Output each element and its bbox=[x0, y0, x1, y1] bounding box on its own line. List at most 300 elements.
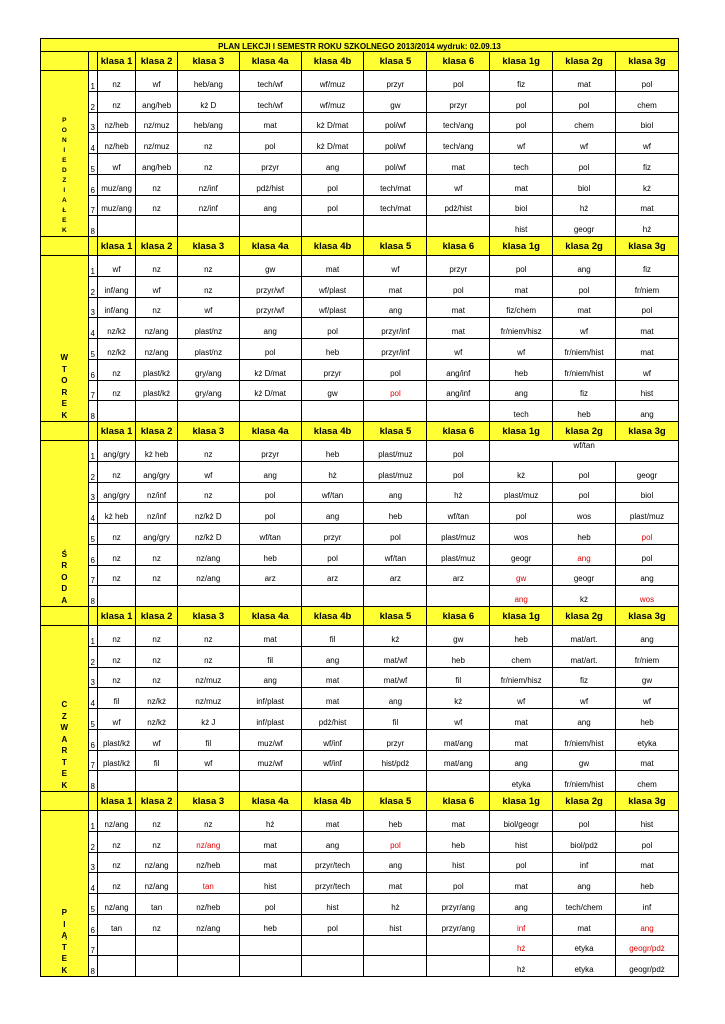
lesson-cell: fil bbox=[177, 729, 239, 750]
day-letter: I bbox=[63, 187, 66, 194]
class-header: klasa 5 bbox=[364, 607, 427, 626]
lesson-cell: tan bbox=[136, 894, 178, 915]
day-letter: K bbox=[61, 965, 68, 975]
lesson-cell: nz/inf bbox=[177, 174, 239, 195]
lesson-cell: pol bbox=[239, 482, 301, 503]
lesson-cell: mat/wf bbox=[364, 646, 427, 667]
lesson-cell bbox=[427, 586, 490, 607]
lesson-cell: fiz bbox=[615, 154, 678, 175]
lesson-cell: nz bbox=[136, 195, 178, 216]
lesson-cell: fil bbox=[136, 750, 178, 771]
lesson-cell bbox=[364, 401, 427, 422]
class-header: klasa 1 bbox=[97, 422, 136, 441]
lesson-cell: mat bbox=[490, 709, 553, 730]
lesson-cell bbox=[364, 586, 427, 607]
lesson-cell: pol bbox=[364, 524, 427, 545]
lesson-cell: fiz bbox=[490, 71, 553, 92]
header-blank bbox=[88, 607, 97, 626]
header-blank bbox=[41, 607, 89, 626]
lesson-cell: nz bbox=[136, 297, 178, 318]
lesson-cell: nz bbox=[97, 831, 136, 852]
lesson-row bbox=[41, 482, 679, 503]
lesson-cell bbox=[301, 956, 364, 977]
lesson-cell: kż D bbox=[177, 91, 239, 112]
lesson-number: 6 bbox=[88, 359, 97, 380]
lesson-row bbox=[41, 646, 679, 667]
lesson-cell: hż bbox=[490, 935, 553, 956]
class-header: klasa 2g bbox=[553, 607, 616, 626]
lesson-cell: ang bbox=[301, 831, 364, 852]
class-header: klasa 2g bbox=[553, 237, 616, 256]
day-letter: W bbox=[60, 353, 69, 362]
class-header: klasa 1 bbox=[97, 607, 136, 626]
lesson-cell: etyka bbox=[490, 771, 553, 792]
class-header: klasa 6 bbox=[427, 422, 490, 441]
lesson-cell: fiz bbox=[553, 667, 616, 688]
lesson-row bbox=[41, 154, 679, 175]
lesson-cell: nz bbox=[97, 626, 136, 647]
lesson-cell: geogr bbox=[490, 544, 553, 565]
lesson-cell: chem bbox=[615, 91, 678, 112]
lesson-cell: wos bbox=[490, 524, 553, 545]
lesson-cell: nz bbox=[136, 831, 178, 852]
lesson-cell bbox=[427, 771, 490, 792]
class-header: klasa 3 bbox=[177, 607, 239, 626]
lesson-cell bbox=[97, 216, 136, 237]
lesson-cell: wf bbox=[490, 688, 553, 709]
day-letter: Ś bbox=[61, 549, 67, 559]
day-label bbox=[41, 71, 89, 237]
lesson-cell bbox=[97, 401, 136, 422]
class-header: klasa 2g bbox=[553, 422, 616, 441]
class-header: klasa 4b bbox=[301, 607, 364, 626]
class-header: klasa 1g bbox=[490, 237, 553, 256]
lesson-cell: kż heb bbox=[136, 441, 178, 462]
lesson-cell: fr/niem bbox=[615, 646, 678, 667]
lesson-row bbox=[41, 914, 679, 935]
lesson-number: 2 bbox=[88, 646, 97, 667]
class-header: klasa 6 bbox=[427, 792, 490, 811]
lesson-cell: nz bbox=[136, 811, 178, 832]
lesson-cell: plast/muz bbox=[427, 524, 490, 545]
header-blank bbox=[41, 792, 89, 811]
lesson-cell: plast/muz bbox=[427, 544, 490, 565]
header-blank bbox=[41, 52, 89, 71]
lesson-cell: biol bbox=[490, 195, 553, 216]
lesson-cell: hż bbox=[364, 894, 427, 915]
lesson-cell: nz bbox=[97, 565, 136, 586]
lesson-cell: mat bbox=[553, 71, 616, 92]
lesson-cell: heb/ang bbox=[177, 71, 239, 92]
lesson-cell: ang bbox=[553, 709, 616, 730]
lesson-cell: ang/gry bbox=[136, 524, 178, 545]
lesson-cell: mat bbox=[615, 339, 678, 360]
lesson-cell: inf bbox=[553, 852, 616, 873]
lesson-cell: pol bbox=[427, 71, 490, 92]
class-header: klasa 2g bbox=[553, 52, 616, 71]
lesson-number: 5 bbox=[88, 894, 97, 915]
day-letter: E bbox=[62, 217, 67, 224]
lesson-cell: wf/muz bbox=[301, 91, 364, 112]
lesson-cell: gw bbox=[553, 750, 616, 771]
lesson-cell bbox=[136, 956, 178, 977]
lesson-cell bbox=[301, 771, 364, 792]
lesson-cell: pol bbox=[553, 91, 616, 112]
lesson-number: 5 bbox=[88, 339, 97, 360]
lesson-cell: ang bbox=[301, 503, 364, 524]
lesson-number: 8 bbox=[88, 586, 97, 607]
lesson-cell: ang bbox=[490, 894, 553, 915]
lesson-cell: nz bbox=[97, 524, 136, 545]
class-header: klasa 6 bbox=[427, 237, 490, 256]
lesson-cell: muz/ang bbox=[97, 174, 136, 195]
lesson-number: 1 bbox=[88, 626, 97, 647]
lesson-cell: pol bbox=[239, 503, 301, 524]
lesson-cell: ang bbox=[239, 195, 301, 216]
lesson-cell: nz/ang bbox=[136, 873, 178, 894]
lesson-cell: mat bbox=[301, 667, 364, 688]
lesson-cell: pol bbox=[427, 873, 490, 894]
lesson-cell bbox=[364, 935, 427, 956]
lesson-cell: nz bbox=[177, 626, 239, 647]
lesson-cell bbox=[239, 586, 301, 607]
class-header-row bbox=[41, 792, 679, 811]
class-header: klasa 2g bbox=[553, 792, 616, 811]
lesson-cell bbox=[177, 956, 239, 977]
lesson-cell: mat/ang bbox=[427, 729, 490, 750]
lesson-cell: pol bbox=[301, 914, 364, 935]
lesson-cell: kż D/mat bbox=[239, 359, 301, 380]
day-letter: O bbox=[61, 127, 67, 134]
lesson-cell: przyr bbox=[301, 359, 364, 380]
day-name bbox=[61, 549, 67, 607]
lesson-cell: przyr/inf bbox=[364, 318, 427, 339]
lesson-cell: pol bbox=[553, 154, 616, 175]
lesson-number: 1 bbox=[88, 256, 97, 277]
class-header: klasa 3 bbox=[177, 52, 239, 71]
lesson-cell: nz/kż D bbox=[177, 524, 239, 545]
lesson-cell bbox=[177, 935, 239, 956]
lesson-cell: nz/heb bbox=[177, 894, 239, 915]
lesson-cell: fr/niem bbox=[615, 276, 678, 297]
day-letter: D bbox=[61, 167, 67, 174]
lesson-cell: pol bbox=[553, 276, 616, 297]
lesson-number: 1 bbox=[88, 441, 97, 462]
lesson-cell bbox=[427, 956, 490, 977]
lesson-cell: przyr/ang bbox=[427, 894, 490, 915]
lesson-cell: muz/ang bbox=[97, 195, 136, 216]
lesson-cell: pol bbox=[364, 380, 427, 401]
lesson-cell: mat bbox=[490, 729, 553, 750]
lesson-row bbox=[41, 811, 679, 832]
lesson-cell bbox=[177, 586, 239, 607]
lesson-number: 7 bbox=[88, 565, 97, 586]
class-header-row bbox=[41, 52, 679, 71]
lesson-cell: plast/muz bbox=[364, 441, 427, 462]
lesson-cell: ang/gry bbox=[97, 482, 136, 503]
lesson-cell: mat/wf bbox=[364, 667, 427, 688]
lesson-row bbox=[41, 112, 679, 133]
lesson-cell: wf bbox=[97, 154, 136, 175]
lesson-cell: nz bbox=[97, 544, 136, 565]
lesson-cell: mat bbox=[490, 276, 553, 297]
lesson-cell: chem bbox=[553, 112, 616, 133]
lesson-number: 6 bbox=[88, 174, 97, 195]
lesson-cell: nz/muz bbox=[177, 688, 239, 709]
lesson-cell: nz/ang bbox=[177, 831, 239, 852]
lesson-cell: pol bbox=[239, 339, 301, 360]
lesson-number: 3 bbox=[88, 852, 97, 873]
class-header: klasa 4b bbox=[301, 52, 364, 71]
day-letter: T bbox=[61, 942, 67, 952]
lesson-row bbox=[41, 503, 679, 524]
lesson-cell: mat bbox=[364, 873, 427, 894]
lesson-cell: nz bbox=[136, 565, 178, 586]
lesson-cell: pol bbox=[301, 544, 364, 565]
lesson-row bbox=[41, 441, 679, 462]
lesson-cell: przyr bbox=[239, 154, 301, 175]
lesson-cell: ang/heb bbox=[136, 91, 178, 112]
lesson-cell bbox=[239, 935, 301, 956]
lesson-cell: pol/wf bbox=[364, 112, 427, 133]
lesson-row bbox=[41, 831, 679, 852]
lesson-cell: pol bbox=[490, 112, 553, 133]
lesson-cell: przyr/tech bbox=[301, 852, 364, 873]
lesson-cell: przyr bbox=[364, 71, 427, 92]
lesson-cell: mat bbox=[490, 873, 553, 894]
lesson-cell: przyr bbox=[364, 729, 427, 750]
lesson-row bbox=[41, 586, 679, 607]
lesson-cell: hist bbox=[364, 914, 427, 935]
class-header: klasa 1g bbox=[490, 792, 553, 811]
class-header: klasa 2 bbox=[136, 792, 178, 811]
lesson-cell: nz/kż bbox=[97, 318, 136, 339]
lesson-cell: ang bbox=[301, 154, 364, 175]
lesson-cell: hist bbox=[301, 894, 364, 915]
lesson-cell bbox=[239, 216, 301, 237]
lesson-cell: ang bbox=[615, 565, 678, 586]
lesson-cell: wf bbox=[97, 709, 136, 730]
lesson-cell: fr/niem/hist bbox=[553, 339, 616, 360]
class-header: klasa 3 bbox=[177, 237, 239, 256]
header-blank bbox=[41, 422, 89, 441]
lesson-cell: mat bbox=[615, 318, 678, 339]
lesson-cell: pol bbox=[553, 461, 616, 482]
lesson-cell bbox=[136, 401, 178, 422]
lesson-cell: pol bbox=[427, 461, 490, 482]
lesson-cell: nz bbox=[97, 71, 136, 92]
day-letter: I bbox=[63, 147, 66, 154]
header-blank bbox=[88, 237, 97, 256]
lesson-row bbox=[41, 401, 679, 422]
lesson-cell: nz bbox=[136, 914, 178, 935]
lesson-cell: hż bbox=[553, 195, 616, 216]
lesson-row bbox=[41, 894, 679, 915]
lesson-cell: nz/heb bbox=[177, 852, 239, 873]
lesson-cell: arz bbox=[427, 565, 490, 586]
day-letter: P bbox=[61, 908, 67, 917]
lesson-cell: plast/kż bbox=[97, 750, 136, 771]
lesson-cell: geogr bbox=[553, 565, 616, 586]
lesson-cell: pdż/hist bbox=[301, 709, 364, 730]
class-header: klasa 4a bbox=[239, 792, 301, 811]
lesson-cell: wf bbox=[553, 133, 616, 154]
lesson-cell: nz/inf bbox=[136, 503, 178, 524]
lesson-cell: fil bbox=[301, 626, 364, 647]
lesson-cell: wos bbox=[553, 503, 616, 524]
day-name bbox=[61, 699, 69, 791]
lesson-cell: pol bbox=[490, 852, 553, 873]
lesson-cell: biol/geogr bbox=[490, 811, 553, 832]
lesson-cell bbox=[136, 935, 178, 956]
lesson-cell: heb bbox=[239, 544, 301, 565]
lesson-cell: przyr bbox=[239, 441, 301, 462]
lesson-cell: hist bbox=[427, 852, 490, 873]
lesson-cell: ang bbox=[553, 873, 616, 894]
lesson-cell: fil bbox=[427, 667, 490, 688]
lesson-cell: nz bbox=[136, 174, 178, 195]
lesson-cell bbox=[97, 956, 136, 977]
lesson-number: 5 bbox=[88, 709, 97, 730]
lesson-cell: wf bbox=[136, 276, 178, 297]
lesson-cell: gw bbox=[301, 380, 364, 401]
class-header: klasa 2 bbox=[136, 237, 178, 256]
lesson-number: 1 bbox=[88, 71, 97, 92]
lesson-cell bbox=[301, 216, 364, 237]
lesson-cell: hż bbox=[615, 216, 678, 237]
lesson-cell: kż bbox=[615, 174, 678, 195]
lesson-cell: heb bbox=[553, 524, 616, 545]
lesson-cell: fr/niem/hist bbox=[553, 729, 616, 750]
lesson-cell: nz/inf bbox=[136, 482, 178, 503]
lesson-cell bbox=[301, 586, 364, 607]
lesson-row bbox=[41, 667, 679, 688]
lesson-cell: wf bbox=[177, 297, 239, 318]
lesson-cell: plast/nz bbox=[177, 339, 239, 360]
lesson-cell: wf bbox=[177, 750, 239, 771]
lesson-cell bbox=[427, 216, 490, 237]
header-blank bbox=[88, 52, 97, 71]
lesson-cell: wf bbox=[615, 688, 678, 709]
lesson-cell: pol bbox=[364, 831, 427, 852]
class-header: klasa 4b bbox=[301, 792, 364, 811]
lesson-cell: tech/chem bbox=[553, 894, 616, 915]
lesson-cell: pol bbox=[301, 195, 364, 216]
day-label bbox=[41, 256, 89, 422]
lesson-number: 3 bbox=[88, 667, 97, 688]
lesson-cell: ang bbox=[615, 626, 678, 647]
lesson-cell: mat bbox=[239, 112, 301, 133]
lesson-cell: przyr bbox=[427, 91, 490, 112]
lesson-cell: tech/mat bbox=[364, 174, 427, 195]
lesson-cell: plast/kż bbox=[136, 359, 178, 380]
lesson-cell: ang bbox=[239, 461, 301, 482]
lesson-cell: heb bbox=[427, 646, 490, 667]
lesson-cell: nz/ang bbox=[97, 811, 136, 832]
day-letter: R bbox=[61, 561, 68, 570]
day-name bbox=[61, 907, 67, 976]
lesson-cell: wf/tan bbox=[239, 524, 301, 545]
lesson-cell: etyka bbox=[615, 729, 678, 750]
lesson-cell: nz/heb bbox=[97, 133, 136, 154]
lesson-cell: geogr/pdż bbox=[615, 935, 678, 956]
lesson-number: 4 bbox=[88, 318, 97, 339]
class-header: klasa 1 bbox=[97, 52, 136, 71]
lesson-number: 1 bbox=[88, 811, 97, 832]
lesson-cell: muz/wf bbox=[239, 729, 301, 750]
page-title: PLAN LEKCJI I SEMESTR ROKU SZKOLNEGO 2013/2014 wydruk: 02.09.13 bbox=[41, 39, 679, 52]
lesson-cell: plast/kż bbox=[97, 729, 136, 750]
lesson-cell: ang/gry bbox=[97, 441, 136, 462]
lesson-cell: hż bbox=[239, 811, 301, 832]
class-header: klasa 2 bbox=[136, 607, 178, 626]
lesson-cell: pol bbox=[239, 894, 301, 915]
lesson-cell: kż bbox=[427, 688, 490, 709]
day-letter: N bbox=[61, 137, 67, 144]
lesson-cell: nz/ang bbox=[136, 318, 178, 339]
lesson-number: 5 bbox=[88, 154, 97, 175]
lesson-number: 8 bbox=[88, 401, 97, 422]
lesson-cell: nz bbox=[97, 852, 136, 873]
lesson-cell: etyka bbox=[553, 956, 616, 977]
lesson-cell: nz/ang bbox=[177, 914, 239, 935]
lesson-cell: wf bbox=[615, 133, 678, 154]
lesson-cell: fr/niem/hisz bbox=[490, 318, 553, 339]
day-letter: O bbox=[61, 572, 68, 582]
lesson-cell: biol bbox=[615, 112, 678, 133]
lesson-cell: ang/heb bbox=[136, 154, 178, 175]
lesson-cell: pol bbox=[553, 811, 616, 832]
day-letter: Z bbox=[62, 177, 67, 184]
lesson-cell: kż bbox=[364, 626, 427, 647]
lesson-cell bbox=[97, 935, 136, 956]
lesson-cell: nz bbox=[177, 646, 239, 667]
lesson-cell: wf bbox=[490, 133, 553, 154]
lesson-cell: mat bbox=[615, 195, 678, 216]
class-header: klasa 4b bbox=[301, 237, 364, 256]
schedule-table bbox=[40, 38, 679, 977]
lesson-cell: ang bbox=[364, 688, 427, 709]
lesson-cell: ang/gry bbox=[136, 461, 178, 482]
lesson-cell: chem bbox=[490, 646, 553, 667]
lesson-cell: inf/plast bbox=[239, 709, 301, 730]
lesson-cell: fil bbox=[97, 688, 136, 709]
lesson-cell: ang bbox=[364, 852, 427, 873]
class-header: klasa 6 bbox=[427, 52, 490, 71]
lesson-cell: nz/muz bbox=[136, 112, 178, 133]
lesson-cell: tan bbox=[97, 914, 136, 935]
lesson-cell: hż bbox=[490, 956, 553, 977]
day-letter: Z bbox=[61, 711, 67, 721]
lesson-cell: przyr bbox=[301, 524, 364, 545]
lesson-cell: muz/wf bbox=[239, 750, 301, 771]
lesson-cell: pol bbox=[427, 276, 490, 297]
lesson-cell bbox=[239, 401, 301, 422]
day-label bbox=[41, 626, 89, 792]
lesson-cell: pol bbox=[615, 297, 678, 318]
lesson-cell: fr/niem/hisz bbox=[490, 667, 553, 688]
lesson-cell: nz/muz bbox=[136, 133, 178, 154]
class-header: klasa 1g bbox=[490, 422, 553, 441]
lesson-row bbox=[41, 216, 679, 237]
lesson-cell: mat bbox=[615, 750, 678, 771]
lesson-cell: pol bbox=[615, 524, 678, 545]
lesson-cell: fil bbox=[239, 646, 301, 667]
day-letter: Ą bbox=[61, 931, 68, 940]
lesson-cell: pol bbox=[364, 359, 427, 380]
lesson-cell: wf/inf bbox=[301, 729, 364, 750]
lesson-cell bbox=[301, 935, 364, 956]
